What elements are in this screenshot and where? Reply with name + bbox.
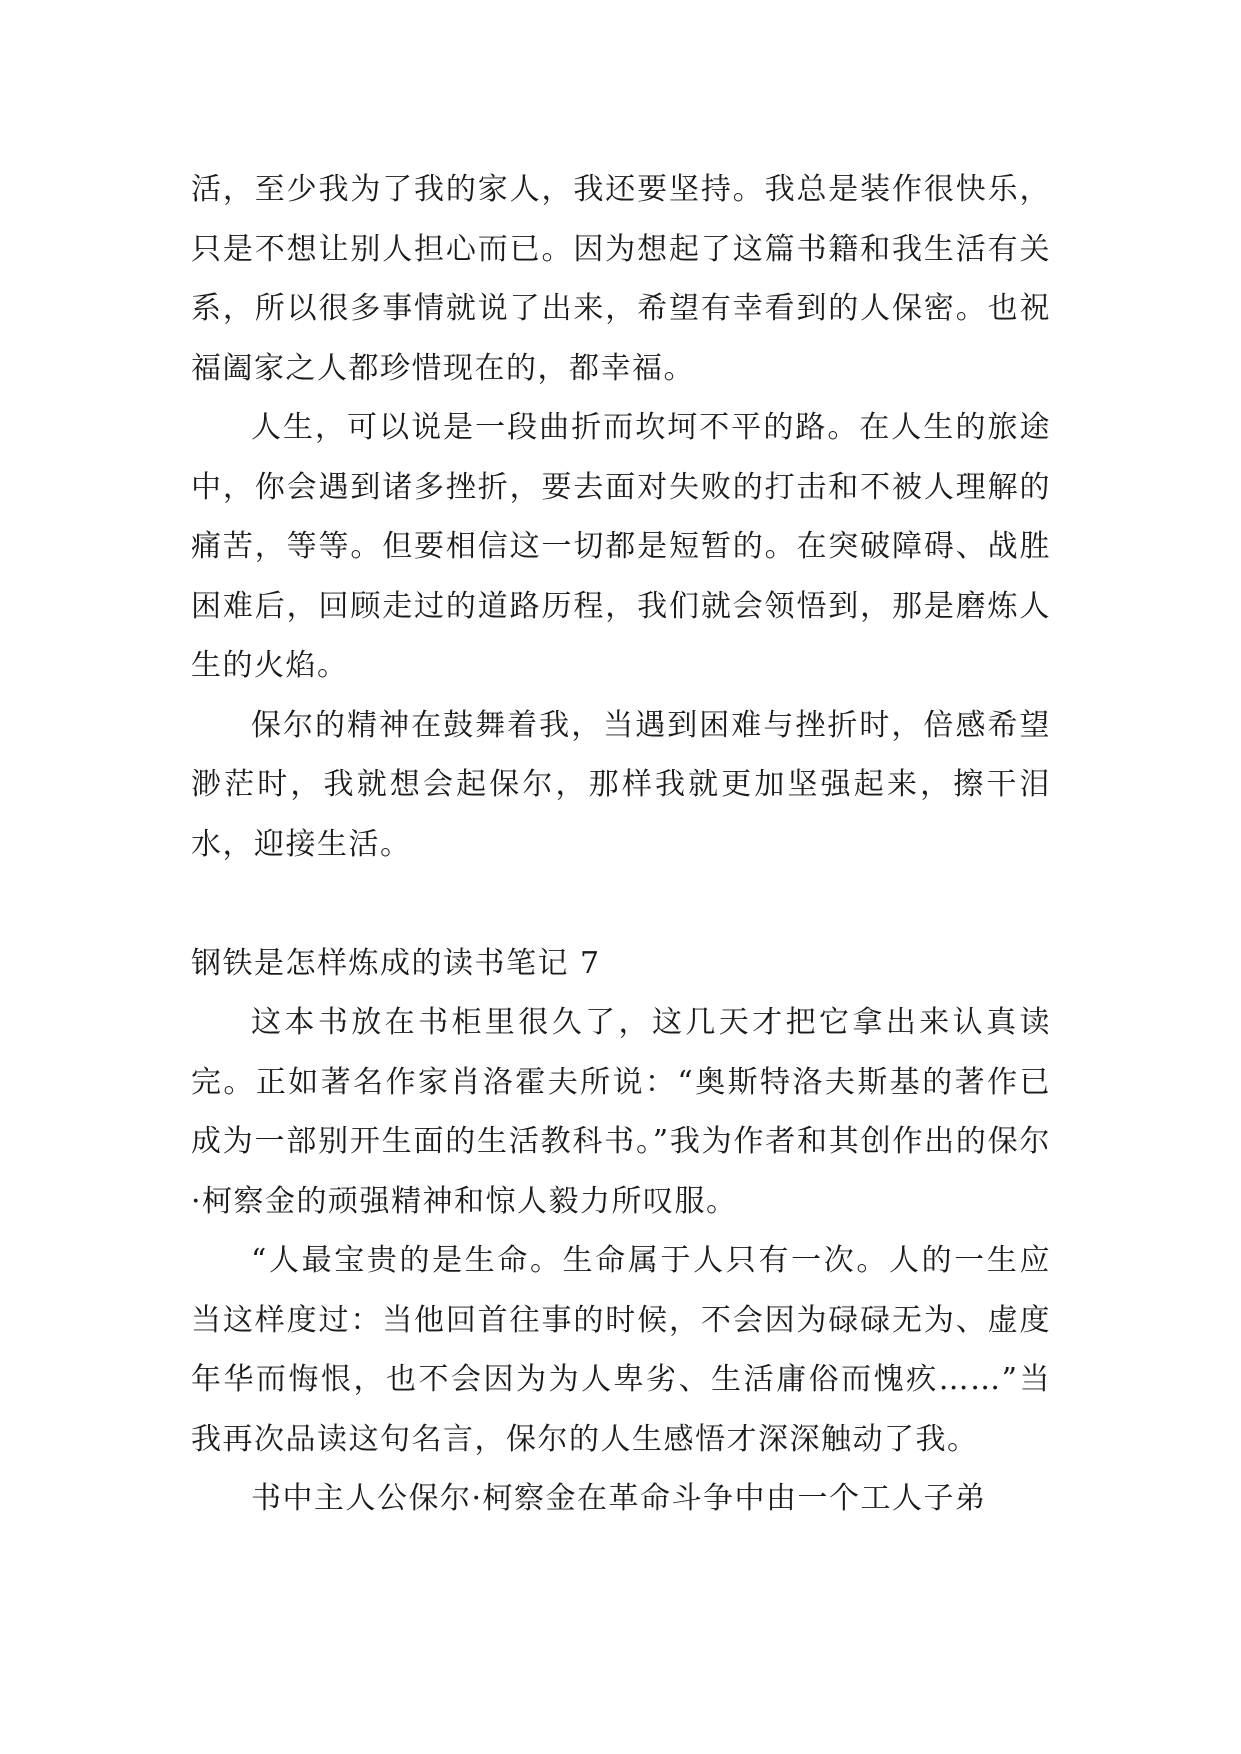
section-spacer	[191, 874, 1051, 934]
paragraph-continuation: 活，至少我为了我的家人，我还要坚持。我总是装作很快乐，只是不想让别人担心而已。因为想起了这篇书籍和我生活有关系，所以很多事情就说了出来，希望有幸看到的人保密。也祝福阖家之人都珍惜现在的，都幸福。	[191, 172, 1051, 386]
paragraph-life-path: 人生，可以说是一段曲折而坎坷不平的路。在人生的旅途中，你会遇到诸多挫折，要去面对失败的打击和不被人理解的痛苦，等等。但要相信这一切都是短暂的。在突破障碍、战胜困难后，回顾走过的道路历程，我们就会领悟到，那是磨炼人生的火焰。	[191, 410, 1051, 683]
paragraph-book-intro: 这本书放在书柜里很久了，这几天才把它拿出来认真读完。正如著名作家肖洛霍夫所说：“奥斯特洛夫斯基的著作已成为一部别开生面的生活教科书。”我为作者和其创作出的保尔·柯察金的顽强精神和惊人毅力所叹服。	[191, 1005, 1051, 1219]
document-body	[191, 160, 1051, 1529]
paragraph-protagonist: 书中主人公保尔·柯察金在革命斗争中由一个工人子弟	[251, 1481, 987, 1516]
paragraph-quote: “人最宝贵的是生命。生命属于人只有一次。人的一生应当这样度过：当他回首往事的时候，不会因为碌碌无为、虚度年华而悔恨，也不会因为为人卑劣、生活庸俗而愧疚……”当我再次品读这句名言，保尔的人生感悟才深深触动了我。	[191, 1243, 1051, 1457]
section-title: 钢铁是怎样炼成的读书笔记 7	[191, 945, 601, 981]
paragraph-paul-spirit: 保尔的精神在鼓舞着我，当遇到困难与挫折时，倍感希望渺茫时，我就想会起保尔，那样我就更加坚强起来，擦干泪水，迎接生活。	[191, 707, 1051, 862]
